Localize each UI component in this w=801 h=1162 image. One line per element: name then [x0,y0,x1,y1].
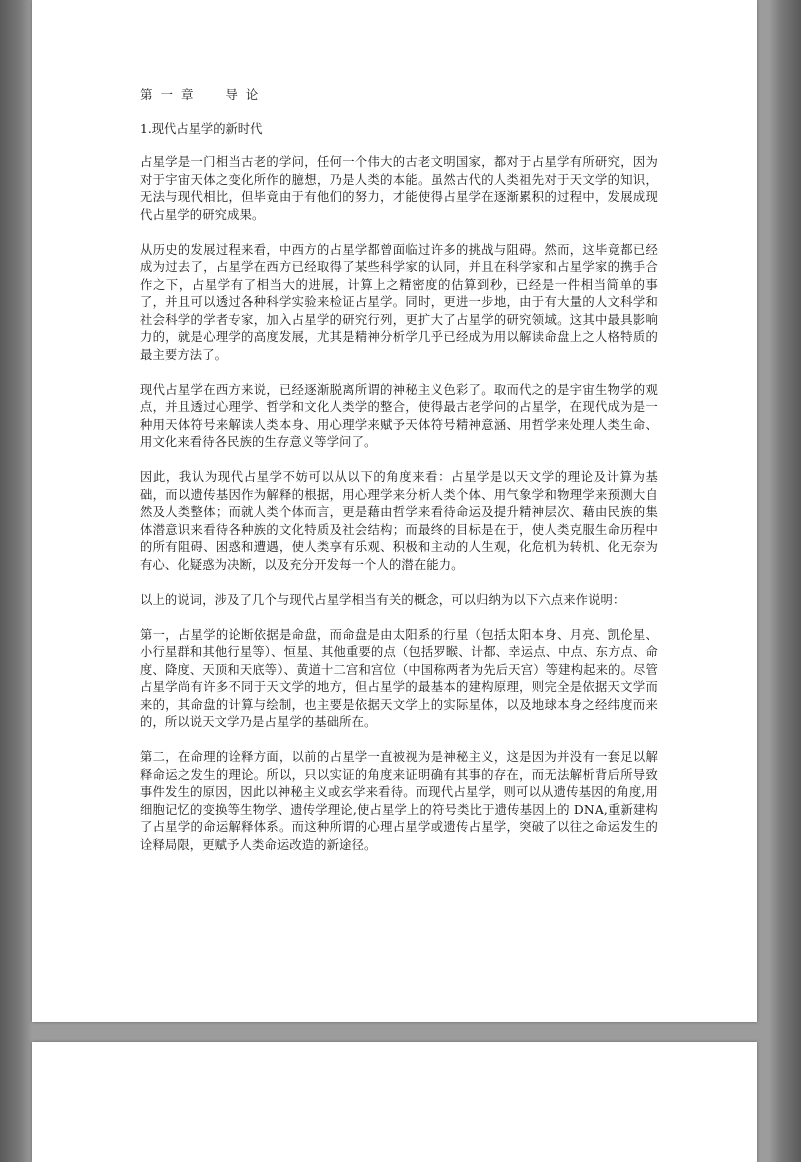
paragraph-7: 第二，在命理的诠释方面，以前的占星学一直被视为是神秘主义，这是因为并没有一套足以解释命运之发生的理论。所以，只以实证的角度来证明确有其事的存在，而无法解析背后所导致事件发生的原因，因此以神秘主义或玄学来看待。而现代占星学，则可以从遗传基因的角度,用细胞记忆的变换等生物学、遗传学理论,使占星学上的符号类比于遗传基因上的 DNA,重新建构了占星学的命运解释体系。而这种所谓的心理占星学或遗传占星学，突破了以往之命运发生的诠释局限，更赋予人类命运改造的新途径。 [140,750,658,852]
paragraph-3: 现代占星学在西方来说，已经逐渐脱离所谓的神秘主义色彩了。取而代之的是宇宙生物学的观点，并且透过心理学、哲学和文化人类学的整合，使得最古老学问的占星学，在现代成为是一种用天体符号来解读人类本身、用心理学来赋予天体符号精神意涵、用哲学来处理人类生命、用文化来看待各民族的生存意义等学问了。 [140,382,658,449]
section-heading: 1.现代占星学的新时代 [140,121,263,136]
document-page [32,0,757,1022]
paragraph-6: 第一，占星学的论断依据是命盘，而命盘是由太阳系的行星（包括太阳本身、月亮、凯伦星、小行星群和其他行星等）、恒星、其他重要的点（包括罗睺、计都、幸运点、中点、东方点、命度、降度、天顶和天底等）、黄道十二宫和宫位（中国称两者为先后天宫）等建构起来的。尽管占星学尚有许多不同于天文学的地方，但占星学的最基本的建构原理，则完全是依据天文学而来的，其命盘的计算与绘制，也主要是依据天文学上的实际星体，以及地球本身之经纬度而来的，所以说天文学乃是占星学的基础所在。 [140,627,658,729]
chapter-heading: 第 一 章 导 论 [140,87,261,102]
paragraph-2: 从历史的发展过程来看，中西方的占星学都曾面临过许多的挑战与阻碍。然而，这毕竟都已经成为过去了，占星学在西方已经取得了某些科学家的认同，并且在科学家和占星学家的携手合作之下，占星学有了相当大的进展，计算上之精密度的估算到秒，已经是一件相当简单的事了，并且可以透过各种科学实验来检证占星学。同时，更进一步地，由于有大量的人文科学和社会科学的学者专家，加入占星学的研究行列，更扩大了占星学的研究领域。这其中最具影响力的，就是心理学的高度发展，尤其是精神分析学几乎已经成为用以解读命盘上之人格特质的最主要方法了。 [140,242,658,362]
paragraph-4: 因此，我认为现代占星学不妨可以从以下的角度来看：占星学是以天文学的理论及计算为基础，而以遗传基因作为解释的根据，用心理学来分析人类个体、用气象学和物理学来预测大自然及人类整体；而就人类个体而言，更是藉由哲学来看待命运及提升精神层次、藉由民族的集体潜意识来看待各种族的文化特质及社会结构；而最终的目标是在于，使人类克服生命历程中的所有阻碍、困惑和遭遇，使人类享有乐观、积极和主动的人生观，化危机为转机、化无奈为有心、化疑惑为决断，以及充分开发每一个人的潜在能力。 [140,470,658,572]
next-document-page [32,1042,757,1162]
page-content [140,86,658,872]
paragraph-1: 占星学是一门相当古老的学问，任何一个伟大的古老文明国家，都对于占星学有所研究，因为对于宇宙天体之变化所作的臆想，乃是人类的本能。虽然古代的人类祖先对于天文学的知识，无法与现代相比，但毕竟由于有他们的努力，才能使得占星学在逐渐累积的过程中，发展成现代占星学的研究成果。 [140,155,658,222]
paragraph-5: 以上的说词，涉及了几个与现代占星学相当有关的概念，可以归纳为以下六点来作说明： [140,592,626,607]
